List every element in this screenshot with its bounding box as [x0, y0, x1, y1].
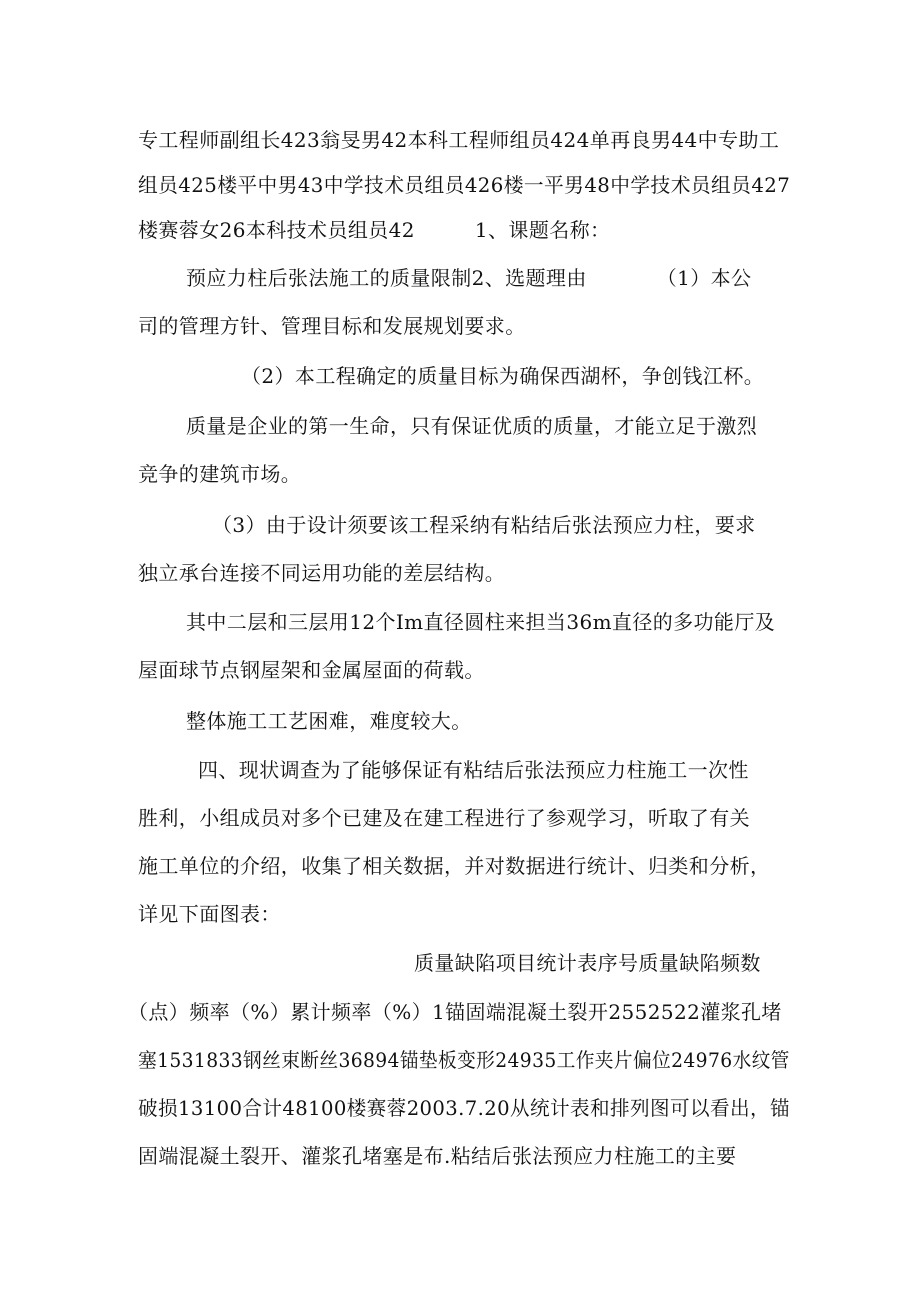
text-line: 质量是企业的第一生命，只有保证优质的质量，才能立足于激烈 [186, 414, 758, 438]
text-line: 屋面球节点钢屋架和金属屋面的荷载。 [138, 658, 485, 682]
text-line-group [186, 265, 751, 291]
text-line: 详见下面图表： [138, 902, 281, 926]
text-line: （3）由于设计须要该工程采纳有粘结后张法预应力柱，要求 [212, 513, 756, 537]
text-line: 竞争的建筑市场。 [138, 462, 302, 486]
text-line: （2）本工程确定的质量目标为确保西湖杯，争创钱江杯。 [241, 364, 765, 388]
text-line: 独立承台连接不同运用功能的差层结构。 [138, 561, 506, 585]
text-segment: 楼赛蓉女26本科技术员组员42 [138, 218, 415, 242]
text-line: 塞1531833钢丝束断丝36894锚垫板变形24935工作夹片偏位24976水纹管 [138, 1048, 790, 1072]
text-line: 其中二层和三层用12个Im直径圆柱来担当36m直径的多功能厅及 [186, 610, 776, 634]
text-line: 固端混凝土裂开、灌浆孔堵塞是布.粘结后张法预应力柱施工的主要 [138, 1144, 737, 1168]
text-line: 施工单位的介绍，收集了相关数据，并对数据进行统计、归类和分析， [138, 854, 771, 878]
text-line: 组员425楼平中男43中学技术员组员426楼一平男48中学技术员组员427 [138, 173, 791, 197]
text-line-group [138, 217, 610, 243]
text-line: 司的管理方针、管理目标和发展规划要求。 [138, 314, 526, 338]
text-segment: 1、课题名称： [474, 218, 611, 242]
text-line: （点）频率（%）累计频率（%）1锚固端混凝土裂开2552522灌浆孔堵 [128, 1000, 782, 1024]
text-line: 整体施工工艺困难，难度较大。 [186, 709, 472, 733]
text-line: 胜利，小组成员对多个已建及在建工程进行了参观学习，听取了有关 [138, 806, 750, 830]
text-line: 质量缺陷项目统计表序号质量缺陷频数 [414, 951, 761, 975]
text-segment: 预应力柱后张法施工的质量限制2、选题理由 [186, 266, 587, 290]
text-line: 破损13100合计48100楼赛蓉2003.7.20从统计表和排列图可以看出，锚 [138, 1096, 791, 1120]
text-line: 专工程师副组长423翁旻男42本科工程师组员424单再良男44中专助工 [138, 128, 780, 152]
text-line: 四、现状调查为了能够保证有粘结后张法预应力柱施工一次性 [198, 758, 749, 782]
text-segment: （1）本公 [656, 266, 752, 290]
